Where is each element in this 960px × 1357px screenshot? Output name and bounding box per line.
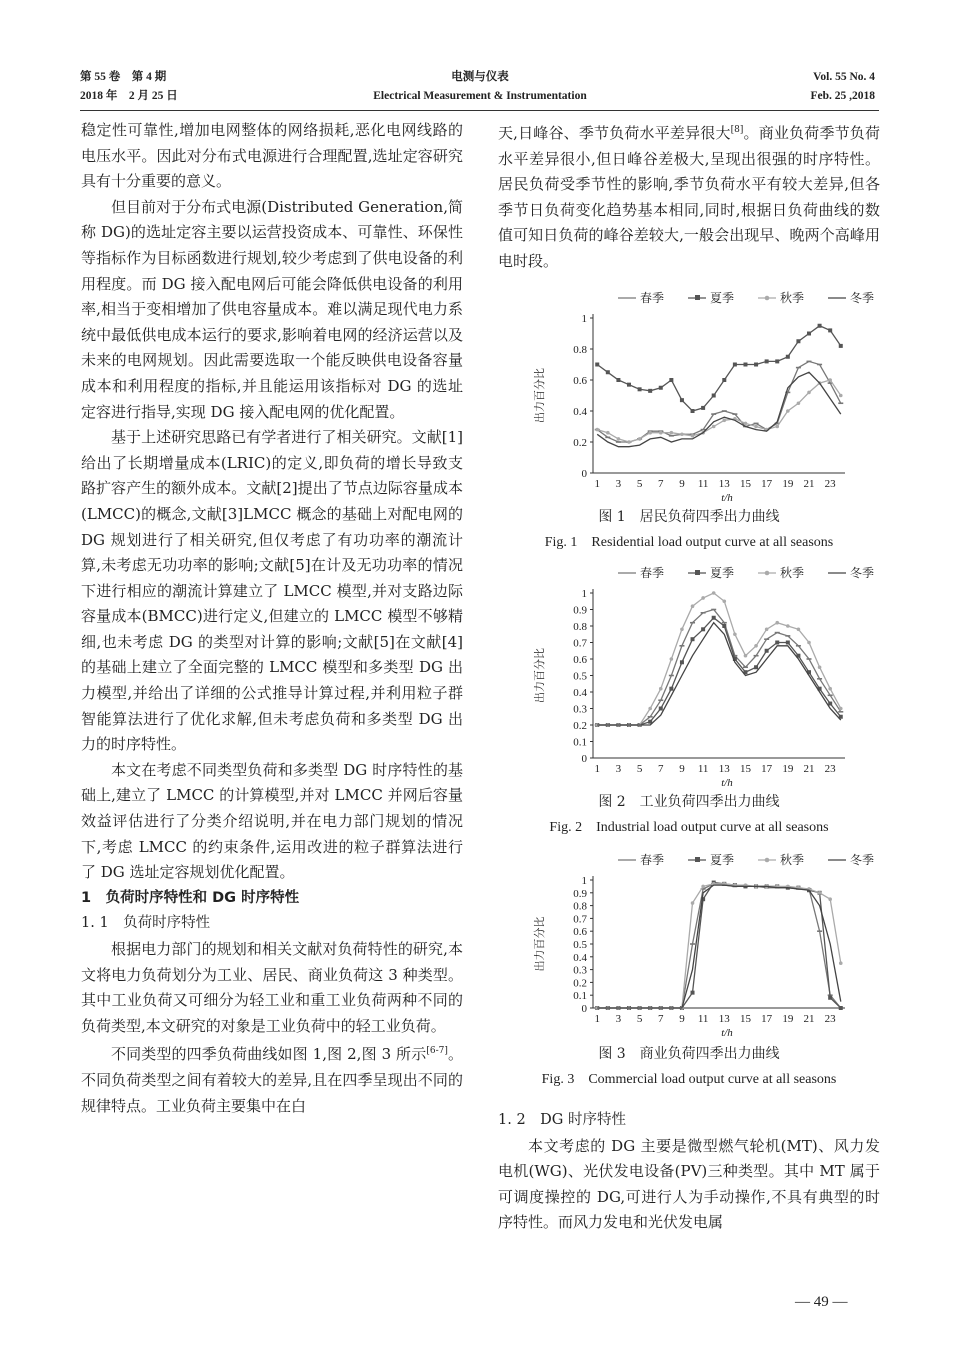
chart-legend [618, 290, 874, 305]
data-point [828, 378, 832, 382]
y-tick-label: 0.9 [573, 604, 587, 617]
data-point [627, 440, 631, 444]
y-tick-label: 0.5 [573, 670, 587, 683]
legend-label: 秋季 [780, 566, 805, 580]
x-tick-label: 17 [761, 763, 773, 775]
data-point [669, 378, 673, 382]
series-line-春季 [597, 361, 841, 442]
y-tick-label: 0.1 [573, 990, 587, 1003]
data-point [616, 378, 620, 382]
data-point [648, 707, 652, 711]
data-point [648, 431, 652, 435]
subsection-heading: 1. 2 DG 时序特性 [498, 1112, 626, 1128]
series-line-冬季 [597, 885, 841, 1008]
legend-label: 夏季 [710, 291, 735, 305]
paragraph [498, 118, 880, 275]
y-tick-label: 0.2 [573, 437, 587, 449]
citation: [6-7] [426, 1046, 448, 1057]
x-tick-label: 23 [824, 478, 836, 490]
legend-label: 冬季 [850, 853, 875, 867]
data-point [828, 996, 832, 1000]
data-point [818, 324, 822, 328]
data-point [754, 665, 758, 669]
y-tick-label: 0.8 [573, 344, 587, 356]
data-point [733, 363, 737, 367]
data-point [712, 616, 716, 620]
data-point [775, 359, 779, 363]
x-tick-label: 23 [824, 763, 836, 775]
x-tick-label: 19 [782, 1013, 794, 1025]
legend-label: 夏季 [710, 853, 735, 867]
data-point [701, 885, 705, 889]
data-point [786, 355, 790, 359]
data-point [712, 394, 716, 398]
data-point [786, 624, 790, 628]
section-heading: 1 负荷时序特性和 DG 时序特性 [81, 889, 300, 906]
x-tick-label: 5 [636, 478, 643, 490]
page-number: — 49 — [795, 1294, 848, 1310]
y-axis-label: 出力百分比 [533, 368, 546, 423]
journal-issue-info-en [810, 68, 875, 106]
y-tick-label: 0.8 [573, 621, 587, 633]
data-point [648, 389, 652, 393]
residential-load-chart [498, 290, 880, 505]
issue-date: 2018 年 2 月 25 日 [80, 90, 178, 102]
x-tick-label: 15 [739, 763, 751, 775]
y-tick-label: 0.2 [573, 720, 587, 732]
volume-issue: 第 55 卷 第 4 期 [80, 71, 167, 83]
y-tick-label: 0.8 [573, 900, 587, 913]
x-axis-label: t/h [721, 777, 733, 789]
legend-marker [695, 295, 700, 300]
data-point [638, 387, 642, 391]
legend-marker [695, 857, 700, 862]
y-tick-label: 0.4 [573, 687, 587, 699]
legend-label: 春季 [640, 853, 665, 867]
data-point [818, 665, 822, 669]
data-point [828, 687, 832, 691]
y-tick-label: 0.6 [573, 375, 587, 387]
legend-marker [765, 858, 770, 863]
issue-date-en: Feb. 25 ,2018 [810, 90, 875, 102]
data-point [744, 654, 748, 658]
paragraph: 但目前对于分布式电源(Distributed Generation,简称 DG)的选址定容主要以运营投资成本、可靠性、环保性等指标作为目标函数进行规划,较少考虑到了供电设备的利用程度。而 DG 接入配电网后可能会降低供电设备的利用率,相当于变相增加了供电容量成本。难以满足现代电力系统中最低供电成本运行的要求,影响着电网的经济运营以及未来的电网规划。因此需要选取一个能反映供电设备容量成本和利用程度的指标,并且能运用该指标对 DG 的选址定容进行指导,实现 DG 接入配电网的优化配置。 [81, 197, 463, 421]
data-point [775, 425, 779, 429]
data-point [670, 657, 674, 661]
y-tick-label: 0.5 [573, 939, 587, 951]
x-tick-label: 17 [761, 1013, 773, 1025]
x-tick-label: 17 [761, 478, 773, 490]
data-point [754, 363, 758, 367]
paragraph-text: 天,日峰谷、季节负荷水平差异很大 [498, 124, 731, 142]
x-tick-label: 1 [594, 478, 600, 490]
figure-3 [498, 852, 880, 1090]
x-tick-label: 1 [594, 1013, 600, 1025]
right-column-lower [498, 1108, 880, 1236]
x-tick-label: 3 [615, 1013, 622, 1025]
data-point [691, 637, 695, 641]
series-line-夏季 [597, 883, 841, 1008]
data-point [659, 431, 663, 435]
y-tick-label: 0.9 [573, 887, 587, 900]
data-point [765, 628, 769, 632]
data-point [691, 434, 695, 438]
figure-caption-cn: 图 3 商业负荷四季出力曲线 [598, 1046, 780, 1062]
data-point [839, 961, 843, 965]
data-point [828, 897, 832, 901]
x-tick-label: 21 [803, 1013, 815, 1025]
data-point [606, 370, 610, 374]
data-point [796, 339, 800, 343]
x-tick-label: 9 [679, 478, 685, 490]
paragraph-text: 。商业负荷季节负荷水平差异很小,但日峰谷差极大,呈现出很强的时序特性。居民负荷受季节性的影响,季节负荷水平有较大差异,但各季节日负荷变化趋势基本相同,同时,根据日负荷曲线的数值可知日负荷的峰谷差较大,一般会出现早、晚两个高峰用电时段。 [498, 124, 880, 270]
data-point [807, 641, 811, 645]
journal-title-en: Electrical Measurement & Instrumentation [373, 90, 587, 102]
legend-label: 春季 [640, 291, 665, 305]
figure-caption-cn: 图 2 工业负荷四季出力曲线 [598, 794, 780, 810]
data-point [680, 398, 684, 402]
data-point [743, 363, 747, 367]
chart-legend [618, 852, 874, 867]
legend-label: 秋季 [780, 291, 805, 305]
legend-label: 夏季 [710, 566, 735, 580]
data-point [659, 707, 663, 711]
x-tick-label: 9 [679, 1013, 685, 1025]
data-point [754, 425, 758, 429]
data-point [691, 991, 695, 995]
data-point [722, 599, 726, 603]
y-axis-label: 出力百分比 [533, 916, 546, 972]
x-tick-label: 7 [658, 1013, 664, 1025]
series-line-春季 [597, 884, 841, 1008]
y-tick-label: 0.7 [573, 913, 587, 926]
figure-2 [498, 565, 880, 838]
paragraph: 稳定性可靠性,增加电网整体的网络损耗,恶化电网线路的电压水平。因此对分布式电源进行合理配置,选址定容研究具有十分重要的意义。 [81, 121, 463, 191]
data-point [659, 386, 663, 390]
x-tick-label: 19 [782, 478, 794, 490]
x-tick-label: 7 [658, 478, 664, 490]
data-point [733, 632, 737, 636]
figure-caption-en: Fig. 3 Commercial load output curve at all seasons [541, 1072, 837, 1087]
data-point [712, 591, 716, 595]
chart-legend [618, 565, 874, 580]
series-line-夏季 [597, 618, 841, 725]
x-tick-label: 11 [697, 478, 709, 490]
figure-caption-en: Fig. 1 Residential load output curve at all seasons [544, 535, 834, 550]
data-point [807, 332, 811, 336]
y-tick-label: 1 [581, 875, 587, 887]
x-tick-label: 1 [594, 763, 600, 775]
series-line-夏季 [597, 326, 841, 411]
data-point [712, 425, 716, 429]
figure-caption-cn: 图 1 居民负荷四季出力曲线 [598, 509, 780, 525]
data-point [691, 901, 695, 905]
volume-issue-en: Vol. 55 No. 4 [813, 71, 875, 83]
figure-caption-en: Fig. 2 Industrial load output curve at all seasons [549, 820, 829, 835]
data-point [839, 1006, 843, 1010]
x-tick-label: 13 [718, 763, 730, 775]
x-tick-label: 7 [658, 763, 664, 775]
data-point [680, 628, 684, 632]
data-point [606, 431, 610, 435]
data-point [691, 604, 695, 608]
x-tick-label: 21 [803, 763, 815, 775]
data-point [797, 628, 801, 632]
journal-title-cn: 电测与仪表 [451, 71, 509, 83]
x-tick-label: 21 [803, 478, 815, 490]
y-tick-label: 0.7 [573, 637, 587, 650]
data-point [818, 891, 822, 895]
legend-label: 冬季 [850, 291, 875, 305]
data-point [839, 707, 843, 711]
x-tick-label: 5 [636, 1013, 643, 1025]
series-line-冬季 [597, 372, 841, 446]
y-tick-label: 0.4 [573, 406, 587, 418]
y-tick-label: 0.2 [573, 977, 587, 990]
y-tick-label: 0.6 [573, 926, 587, 939]
x-axis-label: t/h [721, 492, 733, 504]
data-point [638, 437, 642, 441]
x-tick-label: 13 [718, 478, 730, 490]
paragraph: 本文在考虑不同类型负荷和多类型 DG 时序特性的基础上,建立了 LMCC 的计算模型,并对 LMCC 并网后容量效益评估进行了分类介绍说明,并在电力部门规划的情况下,考虑 LMCC 的约束条件,运用改进的粒子群算法进行了 DG 选址定容规划优化配置。 [81, 760, 463, 882]
series-line-秋季 [597, 593, 841, 725]
legend-label: 冬季 [850, 566, 875, 580]
data-point [754, 644, 758, 648]
x-tick-label: 3 [615, 763, 622, 775]
paragraph: 本文考虑的 DG 主要是微型燃气轮机(MT)、风力发电机(WG)、光伏发电设备(PV)三种类型。其中 MT 属于可调度操控的 DG,可进行人为手动操作,不具有典型的时序特性。而风力发电和光伏发电属 [498, 1136, 880, 1232]
x-tick-label: 3 [615, 478, 622, 490]
industrial-load-chart [498, 565, 880, 790]
x-tick-label: 11 [697, 763, 709, 775]
y-tick-label: 0.4 [573, 951, 587, 964]
y-tick-label: 0 [581, 468, 587, 480]
data-point [701, 406, 705, 410]
data-point [765, 649, 769, 653]
data-point [659, 687, 663, 691]
data-point [595, 428, 599, 432]
x-tick-label: 13 [718, 1013, 730, 1025]
y-axis-label: 出力百分比 [533, 648, 546, 703]
data-point [722, 419, 726, 423]
data-point [807, 391, 811, 395]
data-point [595, 363, 599, 367]
data-point [722, 378, 726, 382]
data-point [797, 401, 801, 405]
legend-label: 春季 [640, 566, 665, 580]
figure-1 [498, 290, 880, 553]
x-tick-label: 19 [782, 763, 794, 775]
legend-label: 秋季 [780, 853, 805, 867]
series-line-秋季 [597, 884, 841, 1008]
x-axis-label: t/h [721, 1027, 733, 1039]
paragraph: 根据电力部门的规划和相关文献对负荷特性的研究,本文将电力负荷划分为工业、居民、商业负荷这 3 种类型。其中工业负荷又可细分为轻工业和重工业负荷两种不同的负荷类型,本文研究的对象是工业负荷中的轻工业负荷。 [81, 940, 463, 1035]
y-tick-label: 0 [581, 1003, 587, 1015]
data-point [680, 660, 684, 664]
y-tick-label: 0.3 [573, 964, 587, 977]
paragraph [81, 1039, 463, 1119]
y-tick-label: 0.6 [573, 654, 587, 666]
data-point [627, 383, 631, 387]
header-divider [80, 110, 879, 111]
left-column [81, 118, 463, 1119]
series-line-冬季 [597, 623, 841, 725]
data-point [828, 702, 832, 706]
x-tick-label: 15 [739, 478, 751, 490]
data-point [828, 328, 832, 332]
data-point [670, 431, 674, 435]
data-point [701, 627, 705, 631]
data-point [786, 641, 790, 645]
data-point [680, 432, 684, 436]
x-tick-label: 9 [679, 763, 685, 775]
right-column [498, 118, 880, 275]
series-line-秋季 [597, 380, 841, 442]
y-tick-label: 1 [581, 588, 587, 600]
data-point [839, 394, 843, 398]
citation: [8] [730, 125, 744, 135]
data-point [775, 641, 779, 645]
x-tick-label: 5 [636, 763, 643, 775]
data-point [786, 409, 790, 413]
y-tick-label: 0.1 [573, 736, 587, 749]
paragraph-text: 不同类型的四季负荷曲线如图 1,图 2,图 3 所示 [111, 1045, 427, 1064]
paragraph-text: 。不同负荷类型之间有着较大的差异,且在四季呈现出不同的规律特点。工业负荷主要集中在白 [81, 1045, 463, 1115]
data-point [722, 624, 726, 628]
legend-marker [765, 296, 770, 301]
data-point [617, 437, 621, 441]
x-tick-label: 11 [697, 1013, 709, 1025]
commercial-load-chart [498, 852, 880, 1040]
data-point [691, 409, 695, 413]
x-tick-label: 23 [824, 1013, 836, 1025]
y-tick-label: 0.3 [573, 703, 587, 716]
x-tick-label: 15 [739, 1013, 751, 1025]
legend-marker [695, 570, 700, 575]
data-point [701, 596, 705, 600]
data-point [839, 344, 843, 348]
paragraph: 基于上述研究思路已有学者进行了相关研究。文献[1]给出了长期增量成本(LRIC)的定义,即负荷的增长导致支路扩容产生的额外成本。文献[2]提出了节点边际容量成本(LMCC)的概念,文献[3]LMCC 概念的基础上对配电网的 DG 规划进行了相关研究,但仅考虑了有功功率的潮流计算,未考虑无功功率的影响;文献[5]在计及无功功率的情况下进行相应的潮流计算建立了 LMCC 模型,并对支路边际容量成本(BMCC)进行定义,但建立的 LMCC 模型不够精细,也未考虑 DG 的类型对计算的影响;文献[5]在文献[4]的基础上建立了全面完整的 LMCC 模型和多类型 DG 出力模型,并给出了详细的公式推导计算过程,并利用粒子群智能算法进行了优化求解,但未考虑负荷和多类型 DG 出力的时序特性。 [81, 428, 463, 754]
y-tick-label: 1 [581, 313, 587, 325]
subsection-heading: 1. 1 负荷时序特性 [81, 915, 211, 932]
data-point [765, 359, 769, 363]
data-point [775, 621, 779, 625]
data-point [744, 422, 748, 426]
legend-marker [765, 571, 770, 576]
data-point [669, 687, 673, 691]
y-tick-label: 0 [581, 753, 587, 765]
